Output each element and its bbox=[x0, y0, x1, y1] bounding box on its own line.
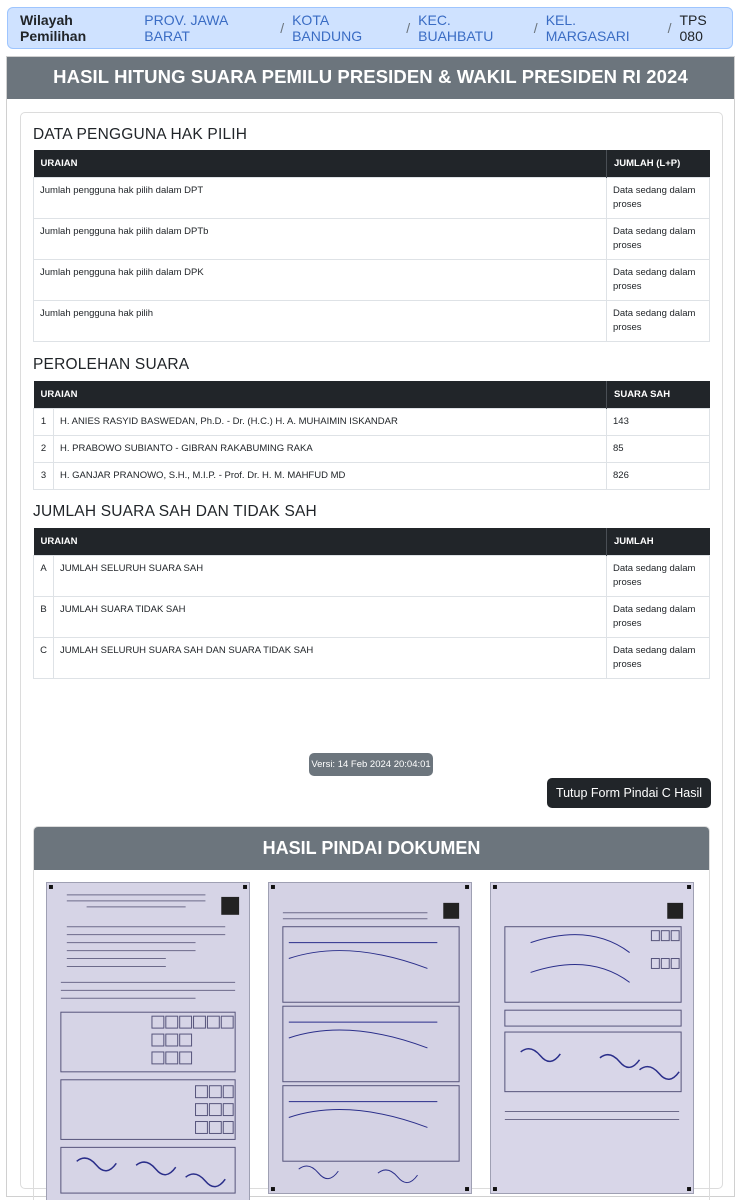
vote-count: 826 bbox=[607, 462, 710, 489]
row-label: JUMLAH SUARA TIDAK SAH bbox=[54, 596, 607, 637]
table-row bbox=[34, 555, 710, 596]
row-value: Data sedang dalam proses bbox=[607, 300, 710, 341]
column-header-value: SUARA SAH bbox=[607, 381, 710, 408]
table-row bbox=[34, 637, 710, 678]
scan-image-1[interactable] bbox=[46, 882, 250, 1200]
breadcrumb-separator: / bbox=[533, 20, 538, 36]
breadcrumb bbox=[7, 7, 733, 49]
version-badge: Versi: 14 Feb 2024 20:04:01 bbox=[309, 753, 433, 776]
row-label: JUMLAH SELURUH SUARA SAH DAN SUARA TIDAK SAH bbox=[54, 637, 607, 678]
row-number: 1 bbox=[34, 408, 54, 435]
breadcrumb-district-link[interactable]: KEC. BUAHBATU bbox=[418, 12, 494, 44]
row-value: Data sedang dalam proses bbox=[607, 637, 710, 678]
row-value: Data sedang dalam proses bbox=[607, 259, 710, 300]
column-header-desc: URAIAN bbox=[34, 150, 607, 177]
table-row bbox=[34, 435, 710, 462]
totals-section-title: JUMLAH SUARA SAH DAN TIDAK SAH bbox=[33, 503, 317, 520]
row-label: Jumlah pengguna hak pilih dalam DPT bbox=[34, 177, 607, 218]
candidate-name: H. ANIES RASYID BASWEDAN, Ph.D. - Dr. (H.C.) H. A. MUHAIMIN ISKANDAR bbox=[54, 408, 607, 435]
page-title: HASIL HITUNG SUARA PEMILU PRESIDEN & WAKIL PRESIDEN RI 2024 bbox=[7, 57, 734, 99]
scan-results-card bbox=[33, 826, 710, 1200]
table-row bbox=[34, 259, 710, 300]
row-label: Jumlah pengguna hak pilih dalam DPTb bbox=[34, 218, 607, 259]
votes-table bbox=[33, 381, 710, 490]
row-number: 2 bbox=[34, 435, 54, 462]
candidate-name: H. PRABOWO SUBIANTO - GIBRAN RAKABUMING RAKA bbox=[54, 435, 607, 462]
column-header-desc: URAIAN bbox=[34, 528, 607, 555]
table-row bbox=[34, 218, 710, 259]
row-label: Jumlah pengguna hak pilih dalam DPK bbox=[34, 259, 607, 300]
table-header-row bbox=[34, 381, 710, 408]
breadcrumb-separator: / bbox=[280, 20, 285, 36]
breadcrumb-city-link[interactable]: KOTA BANDUNG bbox=[292, 12, 363, 44]
vote-count: 85 bbox=[607, 435, 710, 462]
breadcrumb-label: Wilayah Pemilihan bbox=[20, 12, 87, 44]
candidate-name: H. GANJAR PRANOWO, S.H., M.I.P. - Prof. Dr. H. M. MAHFUD MD bbox=[54, 462, 607, 489]
scan-section-title: HASIL PINDAI DOKUMEN bbox=[34, 827, 709, 870]
breadcrumb-separator: / bbox=[667, 20, 672, 36]
row-number: 3 bbox=[34, 462, 54, 489]
row-code: A bbox=[34, 555, 54, 596]
votes-section-title: PEROLEHAN SUARA bbox=[33, 356, 190, 373]
row-code: C bbox=[34, 637, 54, 678]
table-row bbox=[34, 177, 710, 218]
row-value: Data sedang dalam proses bbox=[607, 177, 710, 218]
table-row bbox=[34, 596, 710, 637]
close-scan-form-button[interactable]: Tutup Form Pindai C Hasil bbox=[547, 778, 711, 808]
row-value: Data sedang dalam proses bbox=[607, 596, 710, 637]
column-header-desc: URAIAN bbox=[34, 381, 607, 408]
scan-image-3[interactable] bbox=[490, 882, 694, 1194]
breadcrumb-separator: / bbox=[406, 20, 411, 36]
voters-table bbox=[33, 150, 710, 342]
results-body bbox=[20, 112, 723, 1189]
table-row bbox=[34, 300, 710, 341]
row-value: Data sedang dalam proses bbox=[607, 218, 710, 259]
breadcrumb-province-link[interactable]: PROV. JAWA BARAT bbox=[144, 12, 228, 44]
table-header-row bbox=[34, 528, 710, 555]
table-row bbox=[34, 462, 710, 489]
results-card bbox=[6, 56, 735, 1197]
table-row bbox=[34, 408, 710, 435]
column-header-value: JUMLAH bbox=[607, 528, 710, 555]
vote-count: 143 bbox=[607, 408, 710, 435]
voters-section-title: DATA PENGGUNA HAK PILIH bbox=[33, 126, 248, 143]
breadcrumb-tps: TPS 080 bbox=[679, 12, 707, 44]
row-value: Data sedang dalam proses bbox=[607, 555, 710, 596]
totals-table bbox=[33, 528, 710, 679]
scan-image-2[interactable] bbox=[268, 882, 472, 1194]
row-label: JUMLAH SELURUH SUARA SAH bbox=[54, 555, 607, 596]
row-label: Jumlah pengguna hak pilih bbox=[34, 300, 607, 341]
table-header-row bbox=[34, 150, 710, 177]
row-code: B bbox=[34, 596, 54, 637]
column-header-value: JUMLAH (L+P) bbox=[607, 150, 710, 177]
breadcrumb-village-link[interactable]: KEL. MARGASARI bbox=[545, 12, 630, 44]
